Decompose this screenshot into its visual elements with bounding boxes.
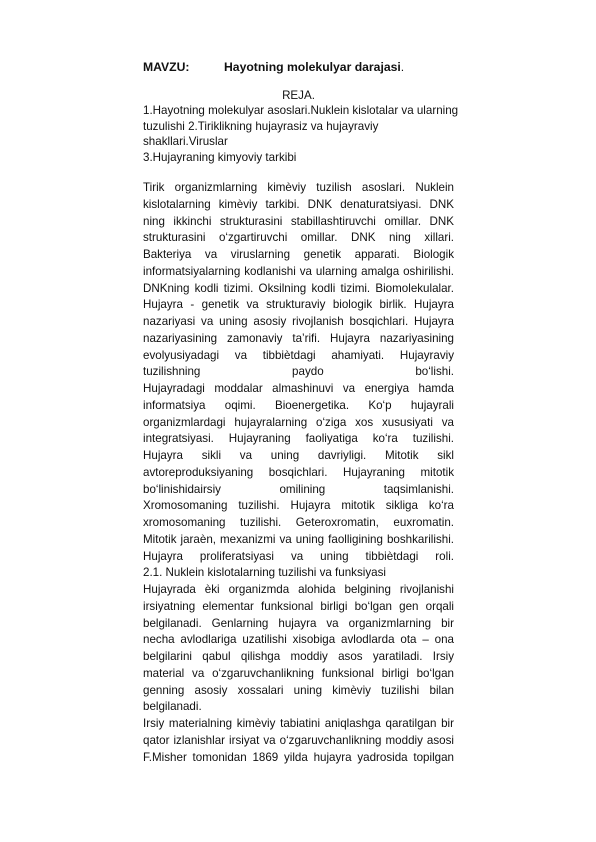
plan-list	[143, 103, 459, 165]
body-paragraph: Tirik organizmlarning kimèviy tuzilish asoslari. Nuklein kislotalarning kimèviy tarkibi. DNK denaturatsiyasi. DNK ning ikkinchi strukturasini stabillashtiruvchi omillar. DNK strukturasini o‘zgartiruvchi omillar. DNK ning xillari.	[143, 181, 454, 245]
plan-heading: REJA.	[282, 89, 315, 102]
spacer	[143, 165, 454, 180]
plan-line: 3.Hujayraning kimyoviy tarkibi	[143, 150, 297, 164]
topic-period: .	[400, 60, 405, 74]
body-paragraph: Hujayra sikli va uning davriyligi. Mitotik sikl avtoreproduksiyaning bosqichlari. Hujayraning mitotik bo‘linishidairsiy omilining taqsimlanishi.	[143, 449, 454, 496]
body-paragraph: Hujayradagi moddalar almashinuvi va energiya hamda informatsiya oqimi. Bioenergetika. Ko‘p hujayrali organizmlardagi hujayralarning o‘ziga xos xususiyati va integratsiyasi. Hujayraning faoliyatiga ko‘ra tuzilishi.	[143, 382, 454, 446]
plan-line: 1.Hayotning molekulyar asoslari.Nuklein kislotalar va ularning	[143, 104, 459, 117]
body-paragraph: Hujayrada èki organizmda alohida belgining rivojlanishi irsiyatning elementar funksional birligi bo‘lgan gen orqali belgilanadi. Genlarning hujayra va organizmlarning bir necha avlodlariga uzatilishi xisobiga avlodlarda ota – ona belgilarini qabul qilishga moddiy asos yaratiladi. Irsiy material va o‘zgaruvchanlikning funksional birligi bo‘lgan genning asosiy xossalari uning kimèviy tuzilishi bilan belgilanadi.	[143, 583, 454, 714]
topic-label: MAVZU:	[143, 60, 190, 74]
plan-line: tuzulishi 2.Tiriklikning hujayrasiz va hujayraviy	[143, 119, 379, 133]
text-column	[143, 58, 459, 766]
section-heading: 2.1. Nuklein kislotalarning tuzilishi va funksiyasi	[143, 566, 386, 580]
body-paragraph: Irsiy materialning kimèviy tabiatini aniqlashga qaratilgan bir qator izlanishlar irsiyat va o‘zgaruvchanlikning moddiy asosi F.Misher tomonidan 1869 yilda hujayra yadrosida topilgan	[143, 717, 454, 764]
topic-title: Hayotning molekulyar darajasi	[224, 60, 401, 74]
body-paragraph: Bakteriya va viruslarning genetik apparati. Biologik informatsiyalarning kodlanishi va ularning amalga oshirilishi. DNKning kodli tizimi. Oksilning kodli tizimi. Biomolekulalar.	[143, 248, 454, 295]
plan-line: shakllari.Viruslar	[143, 135, 228, 148]
topic-heading	[143, 58, 454, 76]
body-paragraph: Xromosomaning tuzilishi. Hujayra mitotik sikliga ko‘ra xromosomaning tuzilishi. Geteroxromatin, euxromatin. Mitotik jaraèn, mexanizmi va uning faolligining boshkarilishi. Hujayra proliferatsiyasi va uning tibbiètdagi roli.	[143, 499, 454, 563]
body-paragraph: Hujayra - genetik va strukturaviy biologik birlik. Hujayra nazariyasi va uning asosiy rivojlanish bosqichlari. Hujayra nazariyasining zamonaviy ta’rifi. Hujayra nazariyasining evolyusiyadagi va tibbiètdagi ahamiyati. Hujayraviy tuzilishning paydo bo‘lishi.	[143, 298, 454, 379]
